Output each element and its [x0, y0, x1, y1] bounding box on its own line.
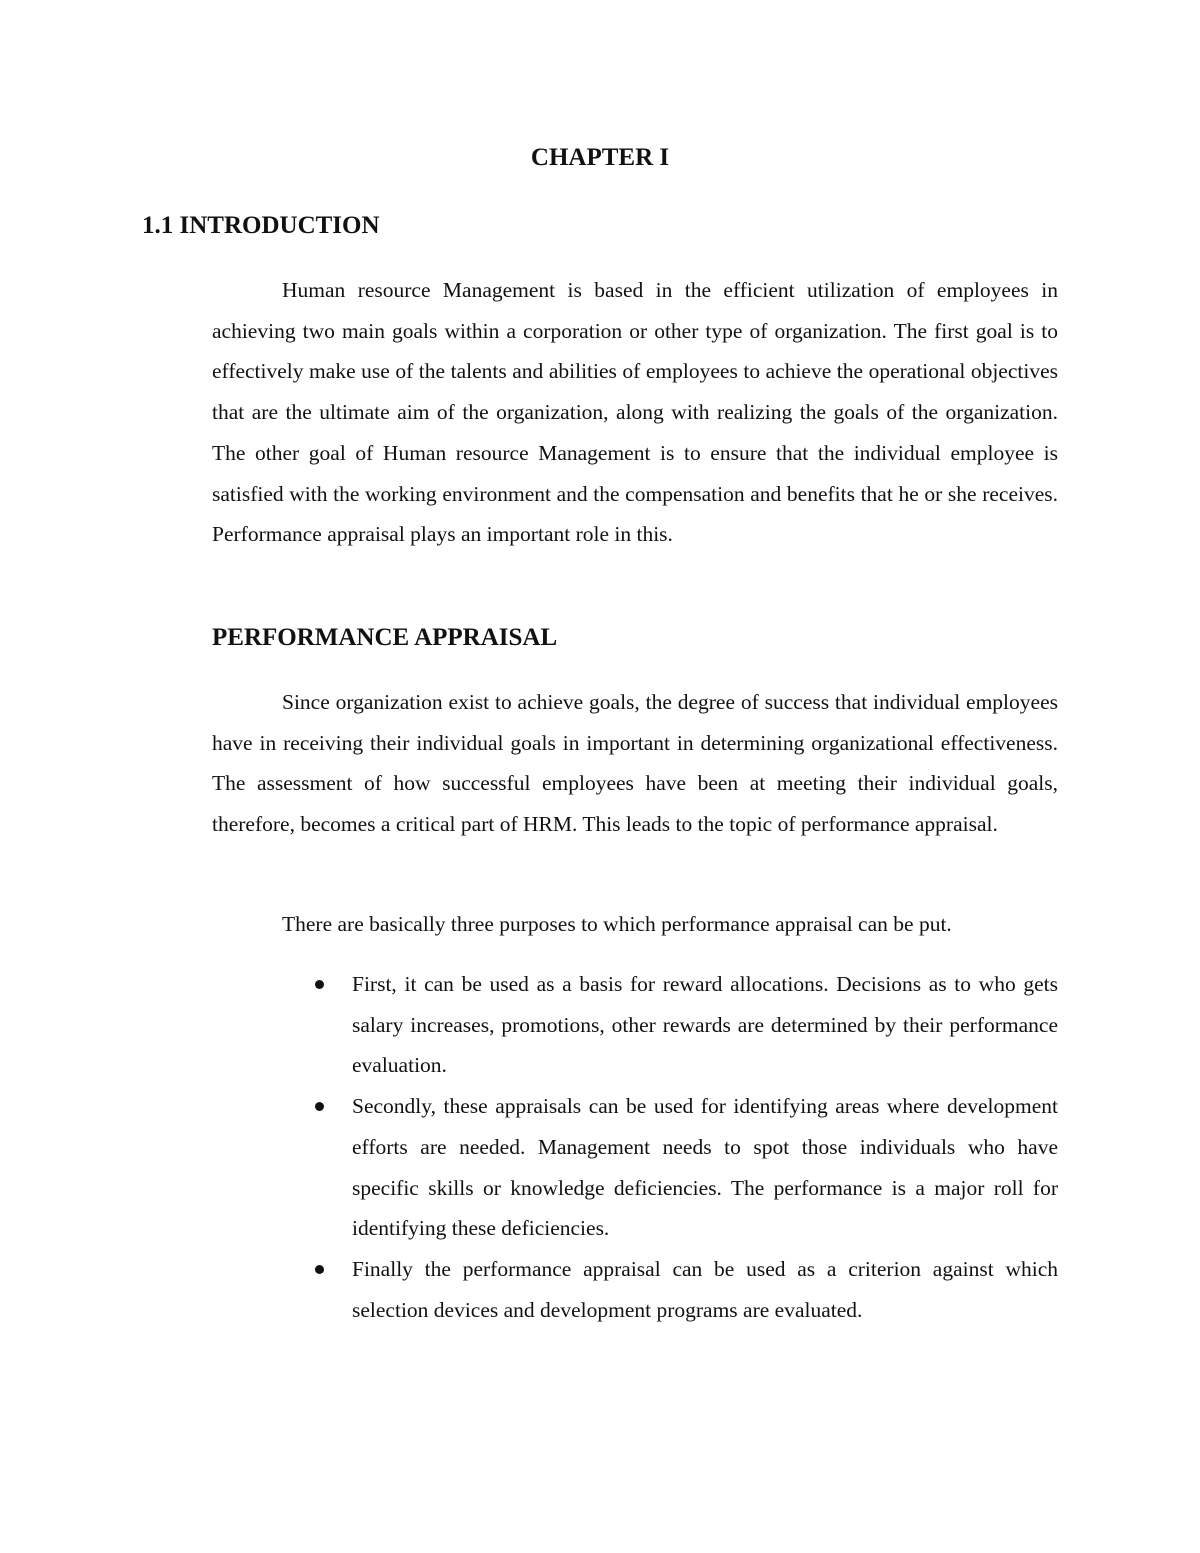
introduction-heading: 1.1 INTRODUCTION — [142, 212, 380, 239]
list-item-text: Finally the performance appraisal can be used as a criterion against which selection devices and development programs are evaluated. — [352, 1256, 1058, 1322]
list-item-text: First, it can be used as a basis for reward allocations. Decisions as to who gets salary increases, promotions, other rewards are determined by their performance evaluation. — [352, 972, 1058, 1078]
purposes-list — [352, 964, 1058, 1330]
purposes-intro: There are basically three purposes to which performance appraisal can be put. — [282, 912, 952, 936]
list-item — [352, 1249, 1058, 1330]
bullet-icon — [315, 1102, 324, 1111]
performance-appraisal-paragraph: Since organization exist to achieve goals, the degree of success that individual employees have in receiving their individual goals in important in determining organizational effectiveness. The assessment of how successful employees have been at meeting their individual goals, therefore, becomes a critical part of HRM. This leads to the topic of performance appraisal. — [212, 690, 1058, 837]
chapter-title: CHAPTER I — [530, 144, 670, 171]
introduction-paragraph: Human resource Management is based in the efficient utilization of employees in achieving two main goals within a corporation or other type of organization. The first goal is to effectively make use of the talents and abilities of employees to achieve the operational objectives that are the ultimate aim of the organization, along with realizing the goals of the organization. The other goal of Human resource Management is to ensure that the individual employee is satisfied with the working environment and the compensation and benefits that he or she receives. Performance appraisal plays an important role in this. — [212, 278, 1058, 547]
list-item-text: Secondly, these appraisals can be used for identifying areas where development efforts are needed. Management needs to spot those individuals who have specific skills or knowledge deficiencies. The performance is a major roll for identifying these deficiencies. — [352, 1094, 1058, 1241]
bullet-icon — [315, 1265, 324, 1274]
list-item — [352, 964, 1058, 1086]
performance-appraisal-heading: PERFORMANCE APPRAISAL — [212, 624, 558, 651]
list-item — [352, 1086, 1058, 1249]
bullet-icon — [315, 980, 324, 989]
